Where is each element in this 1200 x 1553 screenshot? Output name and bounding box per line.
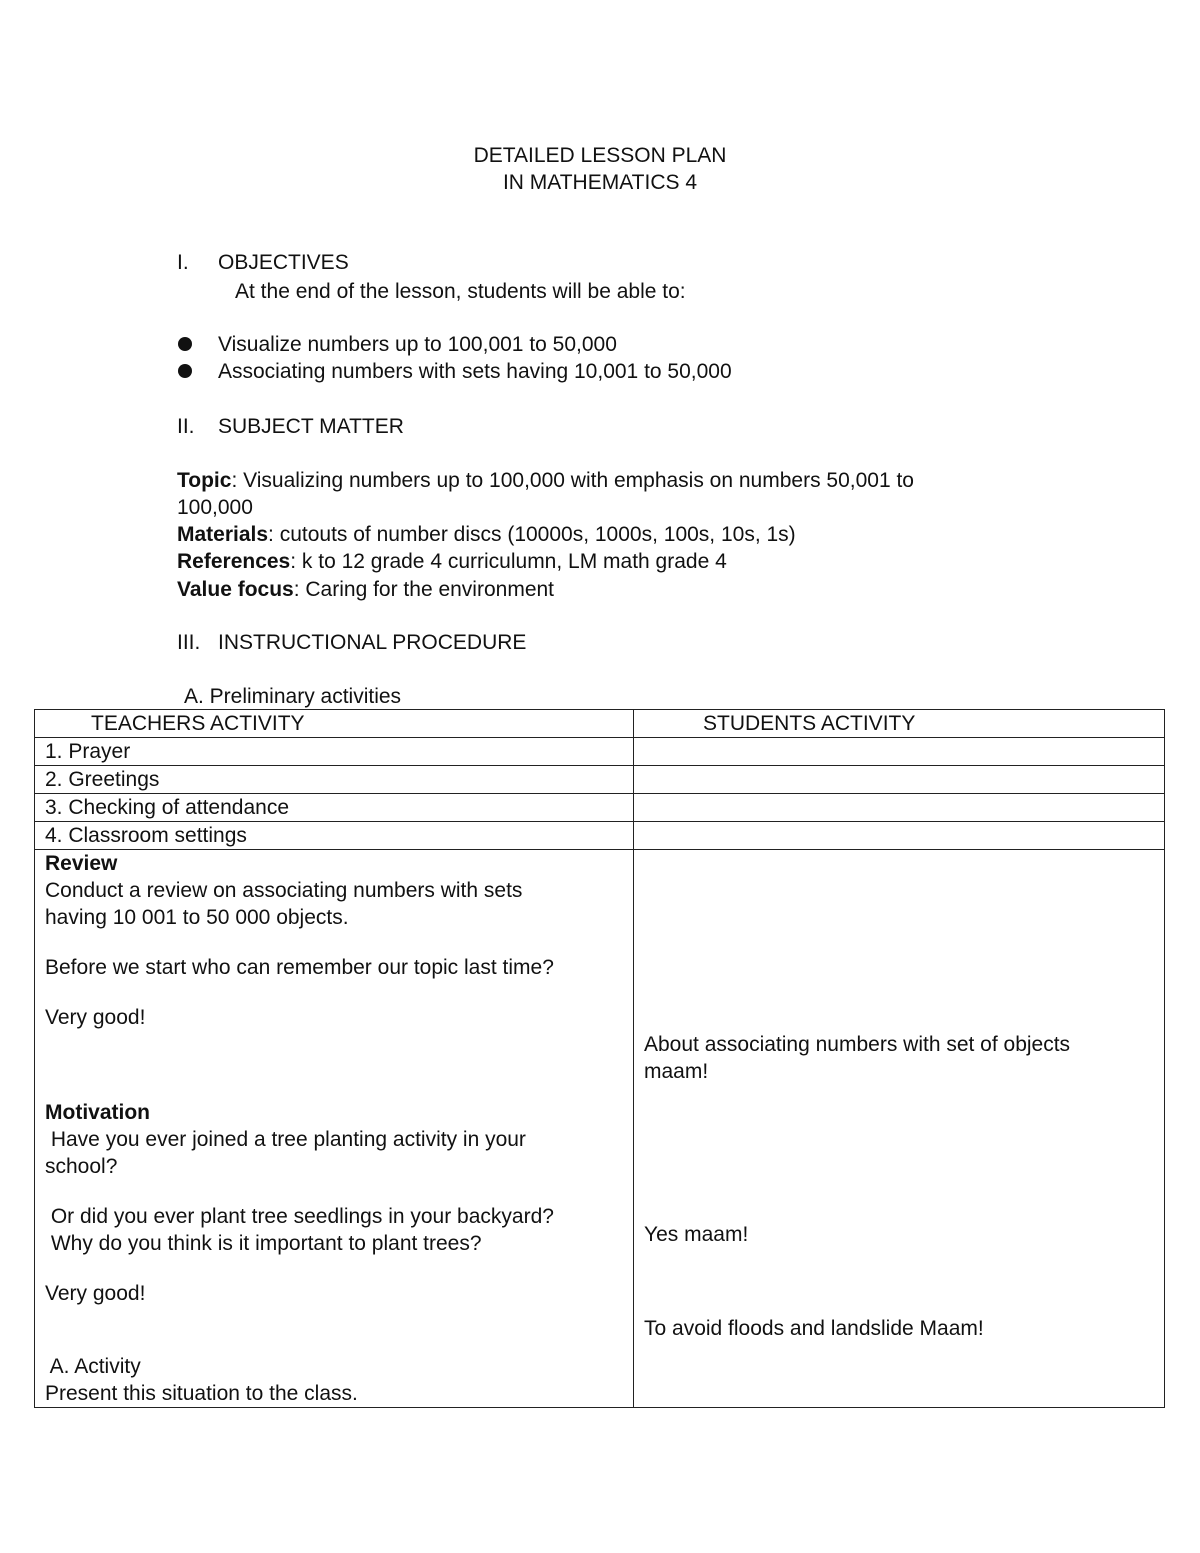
student-answer-3: To avoid floods and landslide Maam! — [644, 1317, 984, 1340]
motivation-line-1: Have you ever joined a tree planting activity in your — [45, 1128, 526, 1151]
activity-line: Present this situation to the class. — [45, 1382, 358, 1405]
motivation-line-2: school? — [45, 1155, 118, 1178]
objectives-intro: At the end of the lesson, students will be able to: — [235, 280, 686, 303]
subject-matter-heading: SUBJECT MATTER — [218, 415, 404, 438]
review-heading: Review — [45, 852, 118, 875]
value-focus-value: : Caring for the environment — [293, 578, 555, 601]
teacher-activity-cell — [35, 850, 634, 1408]
procedure-numeral: III. — [177, 631, 201, 654]
row-classroom-settings: 4. Classroom settings — [35, 822, 634, 850]
topic-value: : Visualizing numbers up to 100,000 with emphasis on numbers 50,001 to — [231, 469, 914, 492]
objective-item-1: Visualize numbers up to 100,001 to 50,000 — [218, 333, 617, 356]
student-answer-2: Yes maam! — [644, 1223, 749, 1246]
motivation-heading: Motivation — [45, 1101, 150, 1124]
topic-label: Topic — [177, 469, 232, 492]
teachers-activity-header: TEACHERS ACTIVITY — [35, 710, 634, 738]
materials-label: Materials — [177, 523, 269, 546]
table-row — [35, 766, 1165, 794]
references-line — [177, 548, 727, 575]
table-row-main — [35, 850, 1165, 1408]
materials-value: : cutouts of number discs (10000s, 1000s, 100s, 10s, 1s) — [268, 523, 796, 546]
activity-heading: A. Activity — [45, 1355, 141, 1378]
objectives-numeral: I. — [177, 251, 189, 274]
topic-line — [177, 467, 914, 494]
table-row — [35, 822, 1165, 850]
procedure-heading: INSTRUCTIONAL PROCEDURE — [218, 631, 527, 654]
row-attendance-student — [634, 794, 1165, 822]
row-attendance: 3. Checking of attendance — [35, 794, 634, 822]
activities-table — [34, 709, 1165, 1408]
teacher-question-2-line-1: Or did you ever plant tree seedlings in your backyard? — [45, 1205, 554, 1228]
document-title-line1: DETAILED LESSON PLAN — [473, 144, 727, 167]
teacher-praise-2: Very good! — [45, 1282, 146, 1305]
bullet-icon — [178, 337, 192, 351]
topic-value-cont: 100,000 — [177, 496, 253, 519]
student-answer-1-line-2: maam! — [644, 1060, 709, 1083]
document-title-line2: IN MATHEMATICS 4 — [502, 171, 698, 194]
row-prayer: 1. Prayer — [35, 738, 634, 766]
table-header-row — [35, 710, 1165, 738]
teacher-question-2-line-2: Why do you think is it important to plant trees? — [45, 1232, 482, 1255]
table-row — [35, 794, 1165, 822]
value-focus-line — [177, 576, 554, 603]
subject-matter-numeral: II. — [177, 415, 195, 438]
student-answer-1-line-1: About associating numbers with set of objects — [644, 1033, 1071, 1056]
row-classroom-settings-student — [634, 822, 1165, 850]
references-value: : k to 12 grade 4 curriculumn, LM math grade 4 — [290, 550, 727, 573]
row-prayer-student — [634, 738, 1165, 766]
materials-line — [177, 521, 796, 548]
teacher-praise-1: Very good! — [45, 1006, 146, 1029]
review-line-2: having 10 001 to 50 000 objects. — [45, 906, 349, 929]
bullet-icon — [178, 364, 192, 378]
references-label: References — [177, 550, 291, 573]
objective-item-2: Associating numbers with sets having 10,001 to 50,000 — [218, 360, 732, 383]
objectives-heading: OBJECTIVES — [218, 251, 349, 274]
preliminary-activities-heading: A. Preliminary activities — [184, 685, 402, 708]
review-line-1: Conduct a review on associating numbers with sets — [45, 879, 523, 902]
students-activity-header: STUDENTS ACTIVITY — [634, 710, 1165, 738]
row-greetings-student — [634, 766, 1165, 794]
value-focus-label: Value focus — [177, 578, 294, 601]
teacher-question-1: Before we start who can remember our topic last time? — [45, 956, 554, 979]
table-row — [35, 738, 1165, 766]
student-activity-cell — [634, 850, 1165, 1408]
row-greetings: 2. Greetings — [35, 766, 634, 794]
